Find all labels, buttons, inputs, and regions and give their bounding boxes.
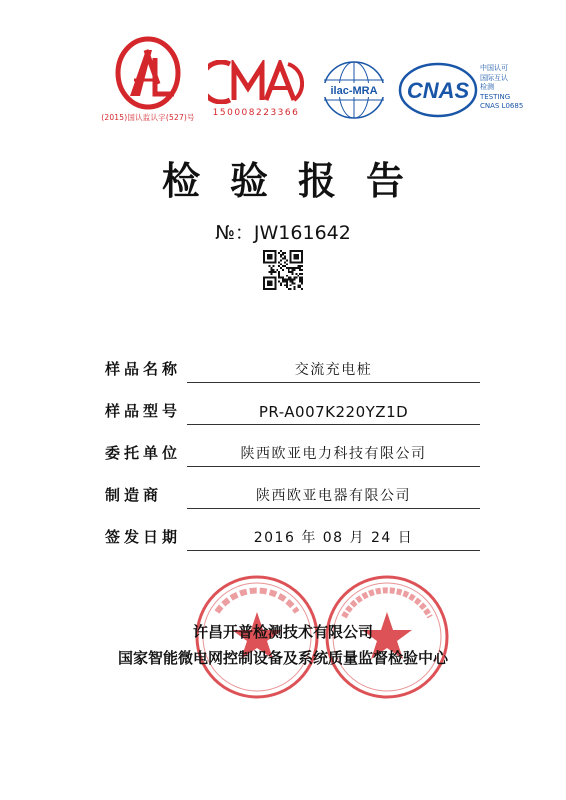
field-label: 签发日期 [105, 528, 182, 546]
ilac-text: ilac-MRA [330, 85, 378, 97]
cnas-logo [398, 60, 548, 120]
cnas-line: 中国认可 [480, 64, 508, 72]
cnas-emblem-icon [398, 60, 480, 120]
ilac-mra-logo [318, 60, 390, 120]
issuer-center: 国家智能微电网控制设备及系统质量监督检验中心 [117, 649, 448, 667]
cma-logo [208, 60, 304, 118]
cnas-line: CNAS L0685 [480, 102, 524, 110]
field-label: 样品型号 [105, 402, 182, 420]
cal-emblem-icon [100, 36, 196, 110]
field-label: 委托单位 [105, 444, 182, 462]
cnas-line: 检测 [480, 83, 494, 91]
cal-caption: (2015)国认监认字(527)号 [101, 113, 195, 122]
field-label: 样品名称 [105, 360, 182, 378]
field-sample-name [105, 355, 480, 383]
ilac-globe-icon [318, 60, 390, 120]
cma-emblem-icon [208, 60, 304, 104]
field-issue-date [105, 523, 480, 551]
cnas-text: CNAS [406, 78, 470, 103]
report-title: 检验报告 [161, 158, 434, 203]
field-client [105, 439, 480, 467]
field-value: 陕西欧亚电力科技有限公司 [187, 443, 480, 467]
cal-logo [100, 36, 196, 126]
qr-code-icon [263, 250, 303, 290]
field-value: 陕西欧亚电器有限公司 [187, 485, 480, 509]
field-value: 交流充电桩 [187, 359, 480, 383]
field-sample-model [105, 397, 480, 425]
field-value: PR-A007K220YZ1D [187, 403, 480, 425]
field-label: 制造商 [105, 486, 163, 504]
field-manufacturer [105, 481, 480, 509]
report-number: №：JW161642 [215, 222, 351, 244]
cma-caption: 150008223366 [212, 108, 300, 118]
cnas-line: TESTING [480, 92, 511, 101]
cnas-caption [480, 64, 523, 112]
issuer-company: 许昌开普检测技术有限公司 [192, 623, 373, 641]
cnas-line: 国际互认 [480, 73, 508, 82]
field-value: 2016 年 08 月 24 日 [187, 527, 480, 551]
